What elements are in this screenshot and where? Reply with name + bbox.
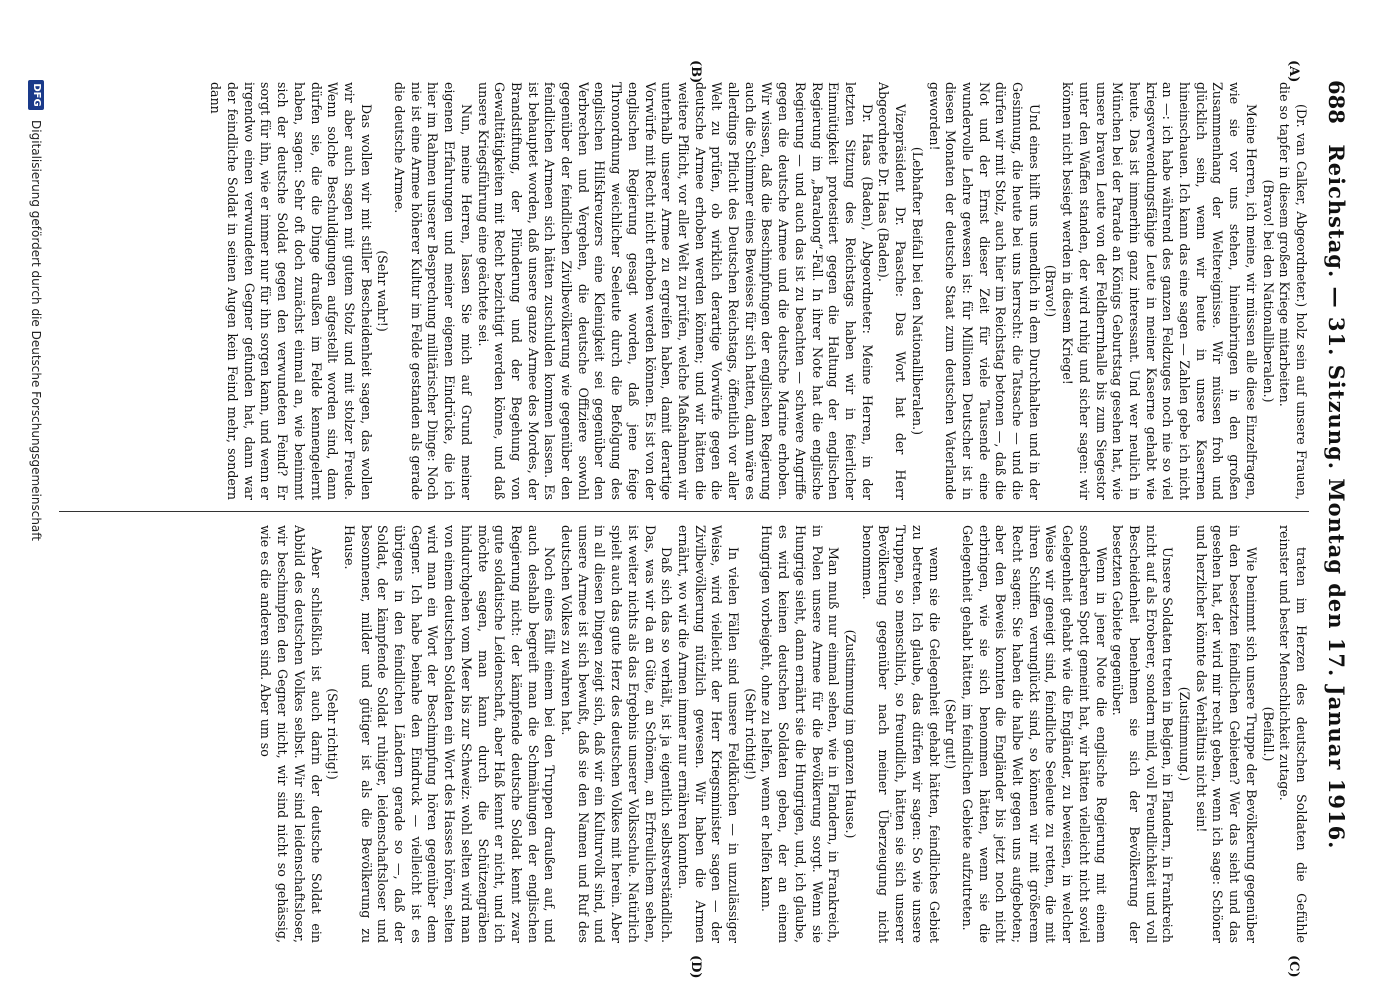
page-number: 688 bbox=[1324, 80, 1350, 124]
paragraph: Dr. Haas (Baden), Abgeordneter: Meine Herren, in der letzten Sitzung des Reichstags haben wir in feierlicher Einmütigkeit protestiert gegen die Haltung der englischen Regierung im „Baralong“-Fall. In ihrer Note hat die englische Regierung — und auch das ist zu beachten — schwere Angriffe gegen die deutsche Armee und die deutsche Marine erhoben. Wir wissen, daß die Beschimpfungen der englischen Regierung auch die Schimmer eines Beweises für sich hatten, dann wäre es allerdings Pflicht des Deutschen Reichstags, öffentlich vor aller Welt zu prüfen, ob wirklich derartige Vorwürfe gegen die deutsche Armee erhoben werden können; und wir hätten die weitere Pflicht, vor aller Welt zu prüfen, welche Maßnahmen wir unterhalb unserer Armee zu ergreifen haben, damit derartige Vorwürfe mit Recht nicht erhoben werden können. Es ist von der englischen Regierung gesagt worden, daß jene feige Thronordnung weichlicher Seeleute durch die Befolgung des englischen Hilfskreuzers eine Kleinigkeit sei gegenüber den Verbrechen und Vergehen, die deutsche Offiziere sowohl gegenüber der feindlichen Zivilbevölkerung wie gegenüber den feindlichen Armeen sich hätten zuschulden kommen lassen. Es ist behauptet worden, daß unsere ganze Armee des Mordes, der Brandstiftung, der Plünderung und der Begehung von Gewalttätigkeiten mit Recht bezichtigt werden könne, und daß unsere Kriegsführung eine geächtete sei. bbox=[475, 82, 875, 500]
footer-credit bbox=[25, 80, 47, 980]
paragraph: Wenn in jener Note die englische Regierung mit einem sonderbaren Spott gemeint hat, wir hätten vielleicht nicht soviel Gelegenheit gehabt wie die Engländer, zu beweisen, in welcher Weise wir geneigt sind, feindliche Seeleute zu retten, die mit ihren Schiffen verunglückt sind, so können wir mit größerem Recht sagen: Sie haben die halbe Welt gegen uns aufgeboten; aber den Beweis konnten die Engländer bis jetzt noch nicht erbringen, wie sie sich benommen hätten, wenn sie die Gelegenheit gehabt hätten, im feindlichen Gebiete aufzutreten. bbox=[959, 525, 1109, 943]
page-header bbox=[1319, 80, 1355, 910]
interjection: (Sehr gut!) bbox=[943, 698, 959, 770]
interjection: (Bravo!) bbox=[1043, 264, 1059, 318]
margin-mark-a: (A) bbox=[1286, 60, 1301, 83]
paragraph: (Dr. van Calker, Abgeordneter.) holz sein auf unsere Frauen, die so tapfer in diesem großen Kriege mitarbeiten. bbox=[1277, 82, 1309, 500]
right-column bbox=[59, 525, 1309, 943]
paragraph: Wie benimmt sich unsere Truppe der Bevölkerung gegenüber in den besetzten feindlichen Gebieten? Wer das sieht und das gesehen hat, der wird mir recht geben, wenn ich sage: Schöner und herzlicher könnte das Verhältnis nicht sein! bbox=[1193, 525, 1259, 943]
footer-credit-text: Digitalisierung gefördert durch die Deutsche Forschungsgemeinschaft bbox=[29, 120, 43, 542]
interjection: (Zustimmung.) bbox=[1177, 686, 1193, 782]
paragraph: Das wollen wir mit stiller Bescheidenheit sagen, das wollen wir aber auch sagen mit gutem Stolz und mit stolzer Freude. Wenn solche Beschuldigungen aufgestellt worden sind, dann dürfen sie, die die Dinge draußen im Felde kennengelernt haben, sagen: Sehr oft doch zunächst einmal an, wie benimmt sich der deutsche Soldat gegen den verwundeten Feind? Er sorgt für ihn, wie er immer nur für ihn sorgen kann, und wenn er irgendwo einen verwundeten Gegner gefunden hat, dann war der feindliche Soldat in seinen Augen kein Feind mehr, sondern dann bbox=[208, 82, 374, 500]
paragraph: Noch eines fällt einem bei den Truppen draußen auf, und auch deshalb begreift man die Schmähungen der englischen Regierung nicht: der kämpfende deutsche Soldat kennt zwar gute soldatische Leidenschaft, aber Haß kennt er nicht, und ich möchte sagen, man kann durch die Schützengräben hindurchgehen vom Meer bis zur Schweiz: wohl selten wird man von einem deutschen Soldaten ein Wort des Hasses hören, selten wird man ein Wort der Beschimpfung hören gegenüber dem Gegner. Ich habe beinahe den Eindruck — vielleicht ist es übrigens in den feindlichen Ländern gerade so —, daß der Soldat, der kämpfende Soldat ruhiger, leidenschaftsloser und besonnener, milder und gütiger ist als die Bevölkerung zu Hause. bbox=[341, 525, 558, 943]
interjection: (Zustimmung im ganzen Hause.) bbox=[843, 629, 859, 839]
paragraph: In vielen Fällen sind unsere Feldküchen — in unzulässiger Weise, wird vielleicht der Herr Kriegsminister sagen — der Zivilbevölkerung nützlich gewesen. Wir haben die Armen ernährt, wo wir die Armen immer nur ernähren konnten. bbox=[675, 525, 742, 943]
interjection: (Beifall.) bbox=[1260, 706, 1276, 762]
paragraph: Man muß nur einmal sehen, wie in Flandern, in Frankreich, in Polen unsere Armee für die Bevölkerung sorgt. Wenn sie Hungrige sieht, dann ernährt sie die Hungrigen, und, ich glaube, es wird keinen deutschen Soldaten geben, der an einem Hungrigen vorbeigeht, ohne zu helfen, wenn er helfen kann. bbox=[759, 525, 842, 943]
page-title: Reichstag. — 31. Sitzung. Montag den 17. Januar 1916. bbox=[1324, 144, 1350, 850]
column-divider bbox=[59, 511, 1309, 512]
interjection: (Lebhafter Beifall bei den Nationalliberalen.) bbox=[909, 146, 925, 436]
dfg-logo: DFG bbox=[28, 80, 44, 110]
paragraph: Meine Herren, ich meine, wir müssen alle diese Einzelfragen, wie sie vor uns stehen, hineinbringen in den großen Zusammenhang der Weltereignisse. Wir müssen froh und glücklich sein, wenn wir heute in unsere Kasernen hineinschauen. Ich kann das eine sagen — Zahlen gebe ich nicht an —: ich habe während des ganzen Feldzuges noch nie so viel kriegsverwendungsfähige Leute in meiner Kaserne gehabt wie heute. Das ist immerhin ganz interessant. Und wer neulich in München bei der Parade an Königs Geburtstag gesehen hat, wie unsere braven Leute von der Feldherrnhalle bis zum Siegestor unter den Waffen standen, der wird ruhig und sicher sagen: wir können nicht besiegt werden in diesem Kriege! bbox=[1060, 82, 1259, 500]
left-column bbox=[59, 82, 1309, 500]
paragraph: wenn sie die Gelegenheit gehabt hätten, feindliches Gebiet zu betreten. Ich glaube, das dürfen wir sagen: So wie unsere Truppen, so menschlich, so freundlich, hätten sie sich unserer Bevölkerung gegenüber nach meiner Überzeugung nicht benommen. bbox=[859, 525, 942, 943]
paragraph: Nun, meine Herren, lassen Sie mich auf Grund meiner eigenen Erfahrungen und meiner eigenen Eindrücke, die ich hier im Rahmen unserer Besprechung militärischer Dinge: Noch nie ist eine Armee höherer Kultur im Felde gestanden als gerade die deutsche Armee. bbox=[392, 82, 474, 500]
paragraph: Vizepräsident Dr. Paasche: Das Wort hat der Herr Abgeordnete Dr. Haas (Baden). bbox=[876, 82, 909, 500]
interjection: (Bravo! bei den Nationalliberalen.) bbox=[1260, 179, 1276, 403]
paragraph: Unsere Soldaten treten in Belgien, in Flandern, in Frankreich nicht auf als Eroberer, sondern mild, voll Freundlichkeit und voll Bescheidenheit benehmen sie sich der Bevölkerung der besetzten Gebiete gegenüber. bbox=[1110, 525, 1176, 943]
margin-mark-d: (D) bbox=[688, 955, 703, 979]
paragraph: Aber schließlich ist auch darin der deutsche Soldat ein Abbild des deutschen Volkes selbst. Wir sind leidenschaftsloser, wir beschimpfen den Gegner nicht, wir sind nicht so gehässig, wie es die anderen sind. Aber um so bbox=[258, 525, 324, 943]
interjection: (Sehr richtig!) bbox=[325, 688, 341, 780]
paragraph: Daß sich das so verhält, ist ja eigentlich selbstverständlich. Das, was wir da an Güte, an Schönem, an Erfreulichem sehen, ist weiter nichts als das Ergebnis unserer Volksschule. Natürlich spielt auch das gute Herz des deutschen Volkes mit herein. Aber in all diesen Dingen zeigt sich, daß wir ein Kulturvolk sind, und unsere Armee ist sich bewußt, daß sie den Namen und Ruf des deutschen Volkes zu wahren hat. bbox=[559, 525, 675, 943]
paragraph: traten im Herzen des deutschen Soldaten die Gefühle reinster und bester Menschlichkeit zutage. bbox=[1277, 525, 1309, 943]
margin-mark-b: (B) bbox=[688, 60, 703, 84]
interjection: (Sehr richtig!) bbox=[742, 688, 758, 780]
interjection: (Sehr wahr!) bbox=[375, 250, 391, 332]
paragraph: Und eines hilft uns unendlich in dem Durchhalten und in der Gesinnung, die heute bei uns herrscht: die Tatsache — und die dürfen wir mit Stolz, auch hier im Reichstag betonen —, daß die Not und der Ernst dieser Zeit für viele Tausende eine wundervolle Lehre gewesen ist: für Millionen Deutscher ist in diesen Monaten der deutsche Staat zum deutschen Vaterlande geworden! bbox=[926, 82, 1042, 500]
margin-mark-c: (C) bbox=[1286, 955, 1301, 978]
